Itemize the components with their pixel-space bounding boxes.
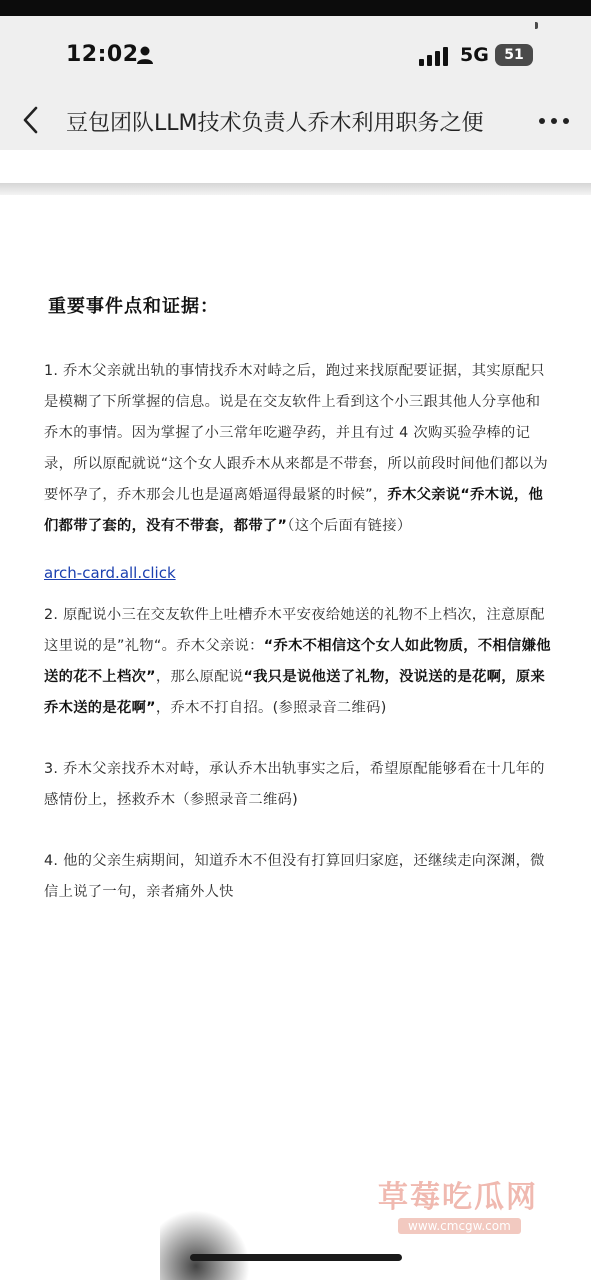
evidence-text: 4. 他的父亲生病期间，知道乔木不但没有打算回归家庭，还继续走向深渊，微信上说了一句，亲者痛外人快 [44, 853, 545, 900]
evidence-item-3 [44, 754, 554, 816]
watermark-url: www.cmcgw.com [398, 1218, 521, 1234]
evidence-item-2 [44, 600, 554, 724]
document-body [44, 292, 554, 908]
evidence-item-4 [44, 846, 554, 908]
finger-shadow [160, 1210, 250, 1280]
more-button[interactable] [532, 106, 576, 136]
evidence-text: ，乔木不打自招。(参照录音二维码) [155, 700, 387, 716]
battery-cap [535, 22, 538, 29]
evidence-link[interactable]: arch-card.all.click [44, 564, 176, 582]
nav-bar [0, 92, 591, 150]
top-black-band [0, 0, 591, 16]
status-bar [0, 30, 591, 78]
document-heading: 重要事件点和证据： [48, 296, 219, 317]
evidence-text: 1. 乔木父亲就出轨的事情找乔木对峙之后，跑过来找原配要证据，其实原配只是模糊了下所掌握的信息。说是在交友软件上看到这个小三跟其他人分享他和乔木的事情。因为掌握了小三常年吃避孕药，并且有过 4 次购买验孕棒的记录，所以原配就说“这个女人跟乔木从来都是不带套，所以前段时间他们都以为要怀孕了，乔木那会儿也是逼离婚逼得最紧的时候”， [44, 363, 548, 503]
battery-icon [495, 44, 533, 66]
evidence-text: ，那么原配说 [155, 669, 244, 685]
battery-level: 51 [504, 47, 524, 63]
evidence-item-1 [44, 356, 554, 542]
more-dots-icon [532, 106, 576, 136]
network-type: 5G [460, 44, 489, 66]
paragraph-gap [44, 816, 554, 846]
evidence-text: （这个后面有链接） [287, 518, 412, 534]
person-icon [136, 45, 154, 65]
evidence-text: 3. 乔木父亲找乔木对峙，承认乔木出轨事实之后，希望原配能够看在十几年的感情份上，拯救乔木（参照录音二维码) [44, 761, 545, 808]
evidence-quote: 乔木父亲说“乔木说，他们都带了套的，没有不带套，都带了” [44, 487, 544, 534]
site-watermark [378, 1172, 538, 1233]
home-indicator[interactable] [190, 1254, 402, 1261]
status-time: 12:02 [66, 42, 139, 67]
signal-bars-icon [418, 46, 452, 66]
chevron-left-icon [14, 100, 50, 140]
evidence-quote: “乔木不相信这个女人如此物质，不相信嫌他送的花不上档次” [44, 638, 551, 685]
back-button[interactable] [14, 100, 50, 140]
evidence-text: 2. 原配说小三在交友软件上吐槽乔木平安夜给她送的礼物不上档次，注意原配这里说的是”礼物“。乔木父亲说： [44, 607, 545, 654]
content-top-spacer [0, 150, 591, 184]
paragraph-gap [44, 724, 554, 754]
page-title: 豆包团队LLM技术负责人乔木利用职务之便 [66, 111, 484, 136]
section-divider [0, 183, 591, 195]
evidence-quote: “我只是说他送了礼物，没说送的是花啊，原来乔木送的是花啊” [44, 669, 546, 716]
watermark-title: 草莓吃瓜网 [378, 1180, 538, 1215]
